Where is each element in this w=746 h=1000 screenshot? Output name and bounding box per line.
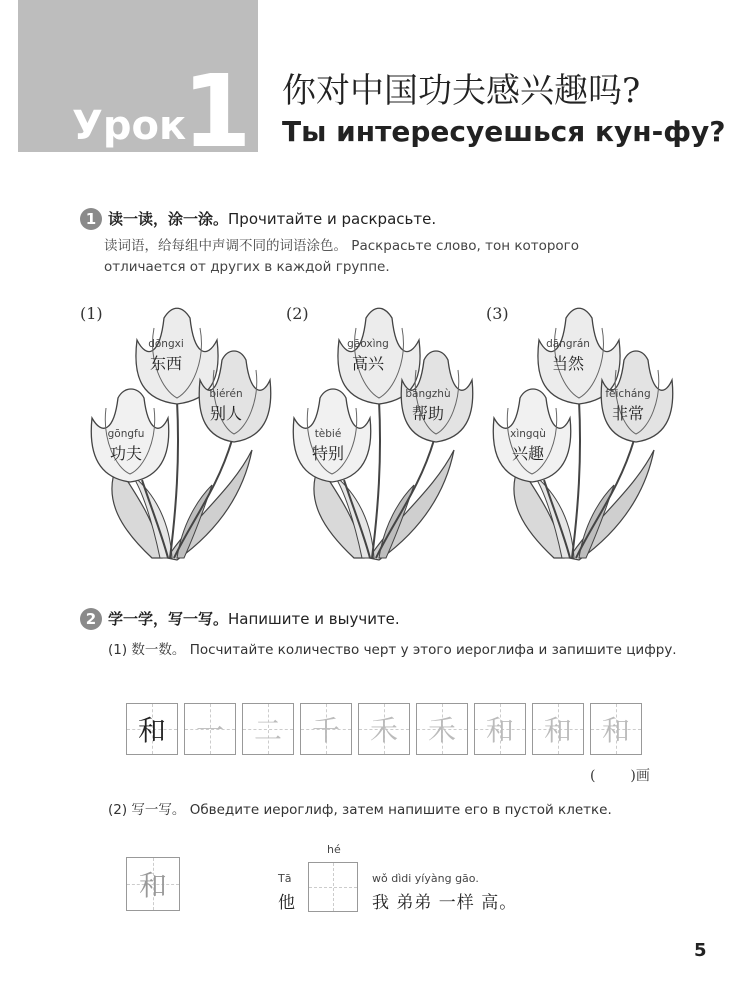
stroke-step: 和	[543, 714, 572, 747]
word-pinyin: fēicháng	[605, 388, 651, 400]
stroke-step: 一	[195, 714, 224, 747]
exercise-2-title-zh: 学一学，写一写。	[108, 610, 229, 628]
trace-character-cell[interactable]	[126, 857, 180, 911]
word-hanzi: 兴趣	[511, 444, 545, 463]
exercise-1-number-badge: 1	[80, 208, 102, 230]
lesson-title-russian: Ты интересуешься кун-фу?	[282, 115, 726, 148]
stroke-count-answer[interactable]	[590, 765, 650, 785]
stroke-step: 千	[311, 714, 340, 747]
part-2-text-zh: 写一写。	[131, 802, 186, 818]
stroke-cell	[184, 703, 236, 755]
word-pinyin: dōngxi	[148, 338, 184, 350]
word-pinyin: tèbié	[314, 428, 342, 440]
trace-character: 和	[138, 869, 167, 902]
stroke-cell	[300, 703, 352, 755]
group-1-label: (1)	[80, 304, 103, 323]
stroke-cell	[532, 703, 584, 755]
full-character: 和	[137, 714, 166, 747]
stroke-step: 和	[601, 714, 630, 747]
part-1-text-ru: Посчитайте количество черт у этого иероглифа и запишите цифру.	[189, 642, 677, 658]
exercise-1-title-ru: Прочитайте и раскрасьте.	[228, 210, 437, 228]
word-hanzi: 东西	[149, 354, 183, 373]
word-pinyin: gāoxìng	[347, 338, 389, 350]
tulip-group-2	[293, 308, 472, 560]
lesson-title-chinese: 你对中国功夫感兴趣吗?	[282, 71, 641, 111]
stroke-cell	[590, 703, 642, 755]
stroke-cell	[358, 703, 410, 755]
stroke-cell	[416, 703, 468, 755]
part-2-text-ru: Обведите иероглиф, затем напишите его в пустой клетке.	[189, 802, 612, 818]
sentence-pinyin-ta: Tā	[278, 872, 292, 885]
exercise-1-title-zh: 读一读，涂一涂。	[108, 210, 229, 228]
exercise-1-desc-ru-1: Раскрасьте слово, тон которого	[351, 238, 580, 254]
word-pinyin: gōngfu	[107, 428, 145, 440]
exercise-1-desc-ru-2: отличается от других в каждой группе.	[104, 259, 390, 275]
word-pinyin: xìngqù	[510, 428, 546, 440]
exercise-1-instructions	[104, 236, 664, 278]
stroke-step: 二	[253, 714, 282, 747]
stroke-step: 禾	[427, 714, 456, 747]
part-1-instruction	[108, 640, 677, 660]
answer-close: )画	[630, 768, 650, 784]
word-hanzi: 别人	[209, 404, 243, 423]
tulip-group-3	[493, 308, 672, 560]
stroke-order-row	[126, 703, 642, 755]
part-2-label: (2)	[108, 802, 128, 818]
group-3-label: (3)	[486, 304, 509, 323]
stroke-step: 和	[485, 714, 514, 747]
word-hanzi: 帮助	[411, 404, 445, 423]
sentence-hanzi-ta: 他	[278, 893, 295, 913]
word-hanzi: 当然	[551, 354, 585, 373]
exercise-1-heading	[80, 208, 436, 230]
stroke-step: 禾	[369, 714, 398, 747]
word-pinyin: dāngrán	[546, 338, 590, 350]
lesson-number: 1	[182, 53, 252, 170]
stroke-cell	[242, 703, 294, 755]
word-hanzi: 高兴	[351, 354, 385, 373]
lesson-label: Урок	[72, 103, 187, 149]
part-1-label: (1)	[108, 642, 128, 658]
exercise-2-heading	[80, 608, 400, 630]
writing-blank-cell[interactable]	[308, 862, 358, 912]
group-2-label: (2)	[286, 304, 309, 323]
exercise-2-title-ru: Напишите и выучите.	[228, 610, 400, 628]
tulip-illustrations	[70, 300, 680, 562]
tulip-group-1	[91, 308, 270, 560]
stroke-cell	[474, 703, 526, 755]
page-number: 5	[694, 940, 707, 961]
exercise-1-desc-zh: 读词语，给每组中声调不同的词语涂色。	[104, 238, 347, 254]
sentence-hanzi-rest: 我 弟弟 一样 高。	[372, 893, 518, 913]
word-pinyin: biérén	[209, 388, 243, 400]
word-hanzi: 特别	[311, 444, 345, 463]
word-pinyin: bāngzhù	[405, 388, 451, 400]
exercise-2-number-badge: 2	[80, 608, 102, 630]
blank-pinyin: hé	[327, 843, 341, 856]
sentence-pinyin-rest: wǒ dìdi yíyàng gāo.	[372, 872, 479, 885]
part-1-text-zh: 数一数。	[131, 642, 186, 658]
answer-open: (	[590, 768, 596, 784]
stroke-cell-full	[126, 703, 178, 755]
part-2-instruction	[108, 800, 612, 820]
word-hanzi: 功夫	[109, 444, 143, 463]
word-hanzi: 非常	[611, 404, 645, 423]
